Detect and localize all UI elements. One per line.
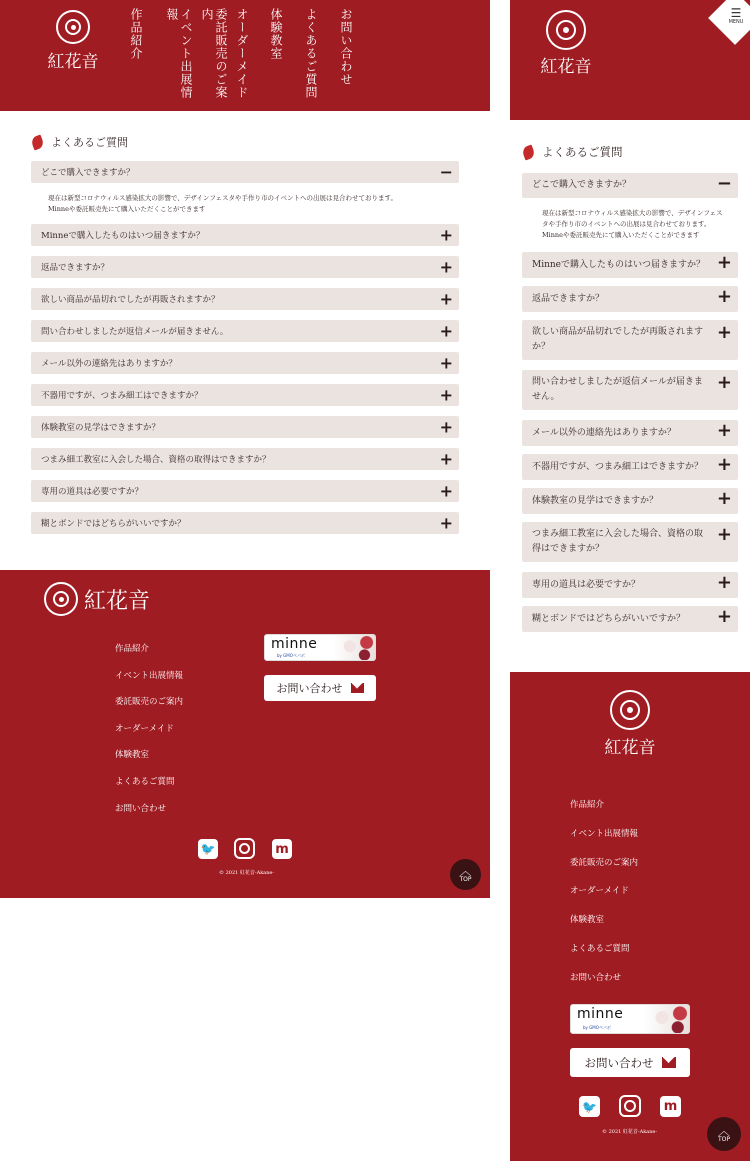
minne-logo-text: minne xyxy=(577,1006,624,1022)
nav-item-consignment[interactable]: 委託販売のご案内 xyxy=(200,8,228,99)
top-label: TOP xyxy=(459,876,472,883)
plus-icon[interactable]: + xyxy=(716,286,732,307)
faq-question-open[interactable] xyxy=(522,173,738,198)
roses-image xyxy=(644,1005,689,1033)
plus-icon[interactable]: + xyxy=(716,420,732,441)
faq-question-text: 返品できますか？ xyxy=(532,293,605,304)
plus-icon[interactable]: + xyxy=(716,606,732,627)
faq-question[interactable] xyxy=(522,572,738,598)
contact-button-label: お問い合わせ xyxy=(276,682,343,695)
faq-question[interactable] xyxy=(522,252,738,278)
faq-question-text: 体験教室の見学はできますか？ xyxy=(41,423,161,433)
plus-icon[interactable]: + xyxy=(716,572,732,593)
footer-nav-item-lesson[interactable]: 体験教室 xyxy=(115,750,150,761)
faq-question[interactable] xyxy=(31,288,459,310)
copyright: © 2021 紅花音-Akane- xyxy=(219,870,275,876)
faq-answer: 現在は新型コロナウィルス感染拡大の影響で、デザインフェス タや手作り市のイベントへの出展は見合わせております。 Minneや委託販売先にて購入いただくことができます xyxy=(542,209,723,239)
footer-nav-item-events[interactable]: イベント出展情報 xyxy=(570,828,639,839)
faq-question-text: 不器用ですが、つまみ細工はできますか？ xyxy=(532,461,704,472)
plus-icon[interactable]: + xyxy=(439,225,453,245)
faq-question-text: 糊とボンドではどちらがいいですか？ xyxy=(41,519,186,529)
plus-icon[interactable]: + xyxy=(716,322,732,343)
faq-title-text: よくあるご質問 xyxy=(542,145,623,159)
plus-icon[interactable]: + xyxy=(716,488,732,509)
petal-icon xyxy=(521,144,536,160)
faq-question-text: せん。 xyxy=(532,392,560,402)
footer-nav-item-consignment[interactable]: 委託販売のご案内 xyxy=(570,857,639,868)
desktop-logo[interactable] xyxy=(47,10,99,72)
instagram-icon[interactable] xyxy=(619,1095,641,1117)
faq-question[interactable] xyxy=(522,420,738,446)
desktop-header xyxy=(0,0,490,111)
roses-image xyxy=(333,635,375,660)
mobile-logo[interactable] xyxy=(538,10,594,77)
minne-icon[interactable]: m xyxy=(660,1096,681,1117)
faq-question-text: 問い合わせしましたが返信メールが届きま xyxy=(532,377,703,387)
faq-question[interactable] xyxy=(31,256,459,278)
faq-question-text: 欲しい商品が品切れでしたが再販されます xyxy=(532,327,704,337)
faq-question[interactable] xyxy=(522,488,738,514)
faq-section-title xyxy=(32,134,128,150)
faq-question[interactable] xyxy=(31,352,459,374)
mobile-faq-section-title xyxy=(523,144,623,160)
plus-icon[interactable]: + xyxy=(439,353,453,373)
faq-question-text: か？ xyxy=(532,342,551,352)
faq-question-text: 得はできますか？ xyxy=(532,544,605,554)
nav-item-works[interactable]: 作品紹介 xyxy=(129,8,143,60)
footer-nav-item-consignment[interactable]: 委託販売のご案内 xyxy=(115,697,184,708)
faq-question-text: 不器用ですが、つまみ細工はできますか？ xyxy=(41,391,203,401)
minne-sub-text: by GMOペパボ xyxy=(583,1025,611,1030)
footer-nav-item-lesson[interactable]: 体験教室 xyxy=(570,915,605,926)
mail-icon xyxy=(662,1057,676,1068)
top-button[interactable] xyxy=(450,859,481,890)
logo-mark-icon xyxy=(610,690,650,730)
copyright: © 2021 紅花音-Akane- xyxy=(602,1129,658,1135)
menu-button-label: ☰ MENU xyxy=(722,8,750,25)
plus-icon[interactable]: + xyxy=(716,524,732,545)
footer-nav-item-faq[interactable]: よくあるご質問 xyxy=(115,777,175,787)
faq-question[interactable] xyxy=(522,370,738,410)
instagram-icon[interactable] xyxy=(234,838,255,859)
faq-question[interactable] xyxy=(522,522,738,562)
plus-icon[interactable]: + xyxy=(716,454,732,475)
mobile-footer xyxy=(510,672,750,1161)
nav-item-contact[interactable]: お問い合わせ xyxy=(339,8,353,86)
faq-answer: 現在は新型コロナウィルス感染拡大の影響で、デザインフェスタや手作り市のイベントへの出展は見合わせております。 Minneや委託販売先にて購入いただくことができます xyxy=(48,194,397,213)
plus-icon[interactable]: + xyxy=(439,321,453,341)
faq-question-text: 返品できますか？ xyxy=(41,263,110,273)
plus-icon[interactable]: + xyxy=(716,372,732,393)
faq-question-text: メール以外の連絡先はありますか？ xyxy=(532,427,676,438)
faq-question-text: Minneで購入したものはいつ届きますか？ xyxy=(532,259,706,270)
menu-icon: ☰ xyxy=(730,6,742,20)
top-icon: ︿ xyxy=(459,864,472,878)
nav-item-events[interactable]: イベント出展情報 xyxy=(165,8,193,99)
minus-icon[interactable]: − xyxy=(439,162,453,182)
footer-logo[interactable] xyxy=(44,582,150,616)
logo-text: 紅花音 xyxy=(540,57,592,77)
faq-title-text: よくあるご質問 xyxy=(51,136,128,149)
nav-item-order[interactable]: オーダーメイド xyxy=(235,8,249,99)
faq-question[interactable] xyxy=(31,416,459,438)
logo-mark-icon xyxy=(546,10,586,50)
faq-question[interactable] xyxy=(31,480,459,502)
faq-question[interactable] xyxy=(31,224,459,246)
nav-item-faq[interactable]: よくあるご質問 xyxy=(304,8,318,99)
minne-icon[interactable]: m xyxy=(272,839,292,859)
plus-icon[interactable]: + xyxy=(439,289,453,309)
faq-question[interactable] xyxy=(31,512,459,534)
footer-nav-item-events[interactable]: イベント出展情報 xyxy=(115,670,184,681)
faq-question-text: 問い合わせしましたが返信メールが届きません。 xyxy=(41,327,229,337)
footer-nav-item-works[interactable]: 作品紹介 xyxy=(570,800,605,810)
minne-banner[interactable] xyxy=(570,1004,690,1034)
faq-question[interactable] xyxy=(31,384,459,406)
plus-icon[interactable]: + xyxy=(439,417,453,437)
faq-question-text: 欲しい商品が品切れでしたが再販されますか？ xyxy=(41,295,220,305)
faq-question-text: 専用の道具は必要ですか？ xyxy=(41,487,144,497)
faq-question[interactable] xyxy=(522,606,738,632)
footer-nav-item-contact[interactable]: お問い合わせ xyxy=(115,803,167,814)
top-icon: ︿ xyxy=(717,1123,730,1138)
mail-icon xyxy=(351,683,364,693)
faq-question-text: どこで購入できますか？ xyxy=(41,168,135,178)
faq-question[interactable] xyxy=(31,448,459,470)
desktop-footer xyxy=(0,570,490,898)
faq-question-text: 糊とボンドではどちらがいいですか？ xyxy=(532,613,686,624)
plus-icon[interactable]: + xyxy=(716,252,732,273)
faq-question-text: 専用の道具は必要ですか？ xyxy=(532,579,641,590)
minus-icon[interactable]: − xyxy=(716,173,732,194)
twitter-icon[interactable]: 🐦 xyxy=(579,1096,600,1117)
faq-question[interactable] xyxy=(522,454,738,480)
plus-icon[interactable]: + xyxy=(439,449,453,469)
faq-question[interactable] xyxy=(31,320,459,342)
footer-nav-item-order[interactable]: オーダーメイド xyxy=(570,886,629,897)
footer-nav-item-order[interactable]: オーダーメイド xyxy=(115,723,174,734)
plus-icon[interactable]: + xyxy=(439,481,453,501)
logo-text: 紅花音 xyxy=(604,738,656,758)
minne-sub-text: by GMOペパボ xyxy=(277,653,305,658)
logo-text: 紅花音 xyxy=(84,588,151,614)
footer-logo[interactable] xyxy=(600,690,660,758)
minne-logo-text: minne xyxy=(271,636,318,652)
contact-button[interactable] xyxy=(264,675,376,701)
footer-nav-item-faq[interactable]: よくあるご質問 xyxy=(570,944,630,954)
faq-question-text: メール以外の連絡先はありますか？ xyxy=(41,359,177,369)
footer-nav-item-contact[interactable]: お問い合わせ xyxy=(570,972,622,983)
minne-banner[interactable] xyxy=(264,634,376,661)
faq-question-text: どこで購入できますか？ xyxy=(532,180,632,190)
logo-mark-icon xyxy=(44,582,78,616)
faq-question-text: つまみ細工教室に入会した場合、資格の取得はできますか？ xyxy=(41,455,271,465)
faq-question[interactable] xyxy=(522,320,738,360)
nav-item-lesson[interactable]: 体験教室 xyxy=(269,8,283,60)
footer-nav-item-works[interactable]: 作品紹介 xyxy=(115,644,150,654)
faq-question-text: Minneで購入したものはいつ届きますか？ xyxy=(41,231,205,241)
contact-button[interactable] xyxy=(570,1048,690,1077)
faq-question-text: 体験教室の見学はできますか？ xyxy=(532,495,659,506)
plus-icon[interactable]: + xyxy=(439,385,453,405)
plus-icon[interactable]: + xyxy=(439,257,453,277)
logo-text: 紅花音 xyxy=(47,52,99,72)
top-button[interactable] xyxy=(707,1117,741,1151)
faq-question-text: つまみ細工教室に入会した場合、資格の取 xyxy=(532,529,704,539)
plus-icon[interactable]: + xyxy=(439,513,453,533)
top-label: TOP xyxy=(717,1135,730,1143)
petal-icon xyxy=(30,134,45,150)
twitter-icon[interactable]: 🐦 xyxy=(198,839,218,859)
contact-button-label: お問い合わせ xyxy=(584,1055,654,1070)
faq-question-open[interactable] xyxy=(31,161,459,183)
logo-mark-icon xyxy=(56,10,90,44)
faq-question[interactable] xyxy=(522,286,738,312)
